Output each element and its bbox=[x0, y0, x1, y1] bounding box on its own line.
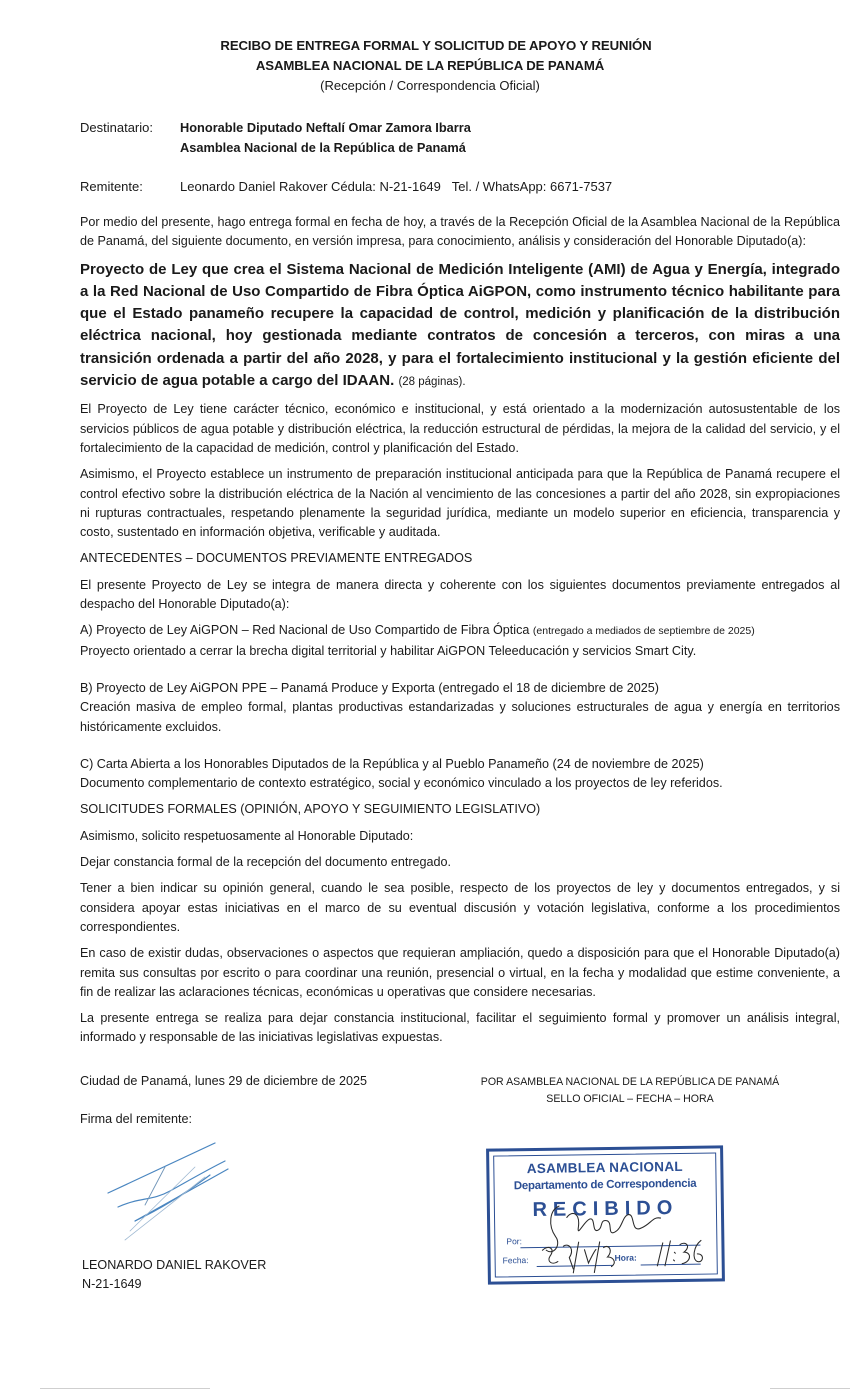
title-line-1: RECIBO DE ENTREGA FORMAL Y SOLICITUD DE APOYO Y REUNIÓN bbox=[220, 38, 652, 53]
stamp-institution: ASAMBLEA NACIONAL bbox=[526, 1158, 683, 1177]
sender-label: Remitente: bbox=[80, 179, 143, 194]
seal-caption-line-2: SELLO OFICIAL – FECHA – HORA bbox=[546, 1093, 714, 1105]
official-received-stamp bbox=[486, 1145, 725, 1284]
antecedentes-intro: El presente Proyecto de Ley se integra de manera directa y coherente con los siguientes documentos previamente entregados al despacho del Honorable Diputado(a): bbox=[80, 577, 840, 612]
signer-block bbox=[82, 1256, 266, 1294]
title-line-2: ASAMBLEA NACIONAL DE LA REPÚBLICA DE PANAMÁ bbox=[255, 58, 605, 73]
antecedente-item-b bbox=[80, 679, 840, 737]
document-body bbox=[80, 213, 840, 1055]
place-date: Ciudad de Panamá, lunes 29 de diciembre de 2025 bbox=[80, 1074, 368, 1088]
recipient-institution: Asamblea Nacional de la República de Panamá bbox=[180, 140, 466, 155]
seal-caption bbox=[470, 1074, 790, 1108]
scan-edge-line bbox=[770, 1388, 850, 1389]
sender-value bbox=[180, 177, 612, 197]
character-paragraph: El Proyecto de Ley tiene carácter técnico, económico e institucional, y está orientado a la modernización autosustentable de los servicios públicos de agua potable y distribución eléctrica, la reducción estructural de pérdidas, la mejora de la calidad del servicio, y el fortalecimiento de la capacidad de medición, control y planificación del Estado. bbox=[80, 402, 840, 455]
signer-id: N-21-1649 bbox=[82, 1277, 142, 1291]
antecedente-title: A) Proyecto de Ley AiGPON – Red Nacional de Uso Compartido de Fibra Óptica bbox=[80, 623, 530, 638]
solicitudes-intro: Asimismo, solicito respetuosamente al Honorable Diputado: bbox=[80, 828, 414, 843]
antecedente-description: Documento complementario de contexto estratégico, social y económico vinculado a los proyectos de ley referidos. bbox=[80, 776, 723, 791]
sender-block bbox=[80, 177, 612, 197]
stamp-received: RECIBIDO bbox=[532, 1196, 679, 1222]
scan-edge-line bbox=[40, 1388, 210, 1389]
stamp-por-label: Por: bbox=[506, 1236, 523, 1247]
instrument-paragraph: Asimismo, el Proyecto establece un instrumento de preparación institucional anticipada para que la República de Panamá recupere el control efectivo sobre la distribución eléctrica de la Nación al vencimiento de las concesiones a partir del año 2028, sin expropiaciones ni rupturas contractuales, respetando plenamente la seguridad jurídica, mediante un modelo superior en eficiencia, transparencia y costo, sustentado en información objetiva, verificable y auditada. bbox=[80, 467, 840, 540]
antecedente-item-c bbox=[80, 755, 840, 794]
recipient-name: Honorable Diputado Neftalí Omar Zamora Ibarra bbox=[180, 120, 471, 135]
stamp-fecha-label: Fecha: bbox=[502, 1255, 529, 1266]
stamp-department: Departamento de Correspondencia bbox=[513, 1177, 697, 1193]
recipient-value bbox=[180, 118, 471, 158]
project-title bbox=[80, 259, 840, 394]
document-header bbox=[0, 36, 850, 96]
antecedente-description: Creación masiva de empleo formal, plantas productivas estandarizadas y soluciones estructurales de agua y energía en territorios históricamente excluidos. bbox=[80, 700, 840, 734]
sender-name-id: Leonardo Daniel Rakover Cédula: N-21-1649 bbox=[180, 179, 441, 194]
handwritten-signature bbox=[100, 1135, 240, 1245]
stamp-hora-label: Hora: bbox=[614, 1252, 637, 1263]
solicitud-1: Dejar constancia formal de la recepción del documento entregado. bbox=[80, 855, 452, 870]
project-pages: (28 páginas). bbox=[398, 376, 466, 389]
signer-name: LEONARDO DANIEL RAKOVER bbox=[82, 1258, 267, 1272]
antecedente-note: (entregado a mediados de septiembre de 2025) bbox=[532, 625, 755, 638]
antecedente-title: B) Proyecto de Ley AiGPON PPE – Panamá Produce y Exporta (entregado el 18 de diciembre de 2025) bbox=[80, 680, 659, 695]
project-title-text: Proyecto de Ley que crea el Sistema Nacional de Medición Inteligente (AMI) de Agua y Energía, integrado a la Red Nacional de Uso Compartido de Fibra Óptica AiGPON, como instrumento técnico habilitante para que el Estado panameño recupere la capacidad de control, medición y planificación de la distribución eléctrica nacional, hoy gestionada mediante contratos de concesión a terceros, con miras a una transición ordenada a partir del año 2028, y para el fortalecimiento institucional y la gestión eficiente del servicio de agua potable a cargo del IDAAN. bbox=[80, 260, 840, 390]
signature-label: Firma del remitente: bbox=[80, 1112, 192, 1126]
antecedente-item-a bbox=[80, 621, 840, 661]
antecedente-description: Proyecto orientado a cerrar la brecha digital territorial y habilitar AiGPON Teleeducación y servicios Smart City. bbox=[80, 643, 697, 658]
antecedente-title: C) Carta Abierta a los Honorables Diputados de la República y al Pueblo Panameño (24 de noviembre de 2025) bbox=[80, 756, 704, 771]
subtitle: (Recepción / Correspondencia Oficial) bbox=[320, 78, 540, 93]
solicitud-3: En caso de existir dudas, observaciones o aspectos que requieran ampliación, quedo a disposición para que el Honorable Diputado(a) remita sus consultas por escrito o para coordinar una reunión, presencial o virtual, en la fecha y modalidad que estime conveniente, a fin de realizar las aclaraciones técnicas, económicas u operativas que considere necesarias. bbox=[80, 946, 840, 999]
solicitudes-heading: SOLICITUDES FORMALES (OPINIÓN, APOYO Y SEGUIMIENTO LEGISLATIVO) bbox=[80, 802, 541, 817]
recipient-block bbox=[80, 118, 471, 158]
intro-paragraph: Por medio del presente, hago entrega formal en fecha de hoy, a través de la Recepción Oficial de la Asamblea Nacional de la República de Panamá, del siguiente documento, en versión impresa, para conocimiento, análisis y consideración del Honorable Diputado(a): bbox=[80, 215, 840, 249]
antecedentes-heading: ANTECEDENTES – DOCUMENTOS PREVIAMENTE ENTREGADOS bbox=[80, 551, 473, 566]
seal-caption-line-1: POR ASAMBLEA NACIONAL DE LA REPÚBLICA DE PANAMÁ bbox=[480, 1076, 780, 1088]
sender-contact: Tel. / WhatsApp: 6671-7537 bbox=[451, 179, 613, 194]
recipient-label: Destinatario: bbox=[80, 120, 153, 135]
solicitud-2: Tener a bien indicar su opinión general, cuando le sea posible, respecto de los proyectos de ley y documentos entregados, y si considera apoyar estas iniciativas en el marco de su eventual discusión y votación legislativa, conforme a los procedimientos correspondientes. bbox=[80, 881, 840, 934]
closing-paragraph: La presente entrega se realiza para dejar constancia institucional, facilitar el seguimiento formal y promover un análisis integral, informado y responsable de las iniciativas legislativas expuestas. bbox=[80, 1011, 840, 1045]
